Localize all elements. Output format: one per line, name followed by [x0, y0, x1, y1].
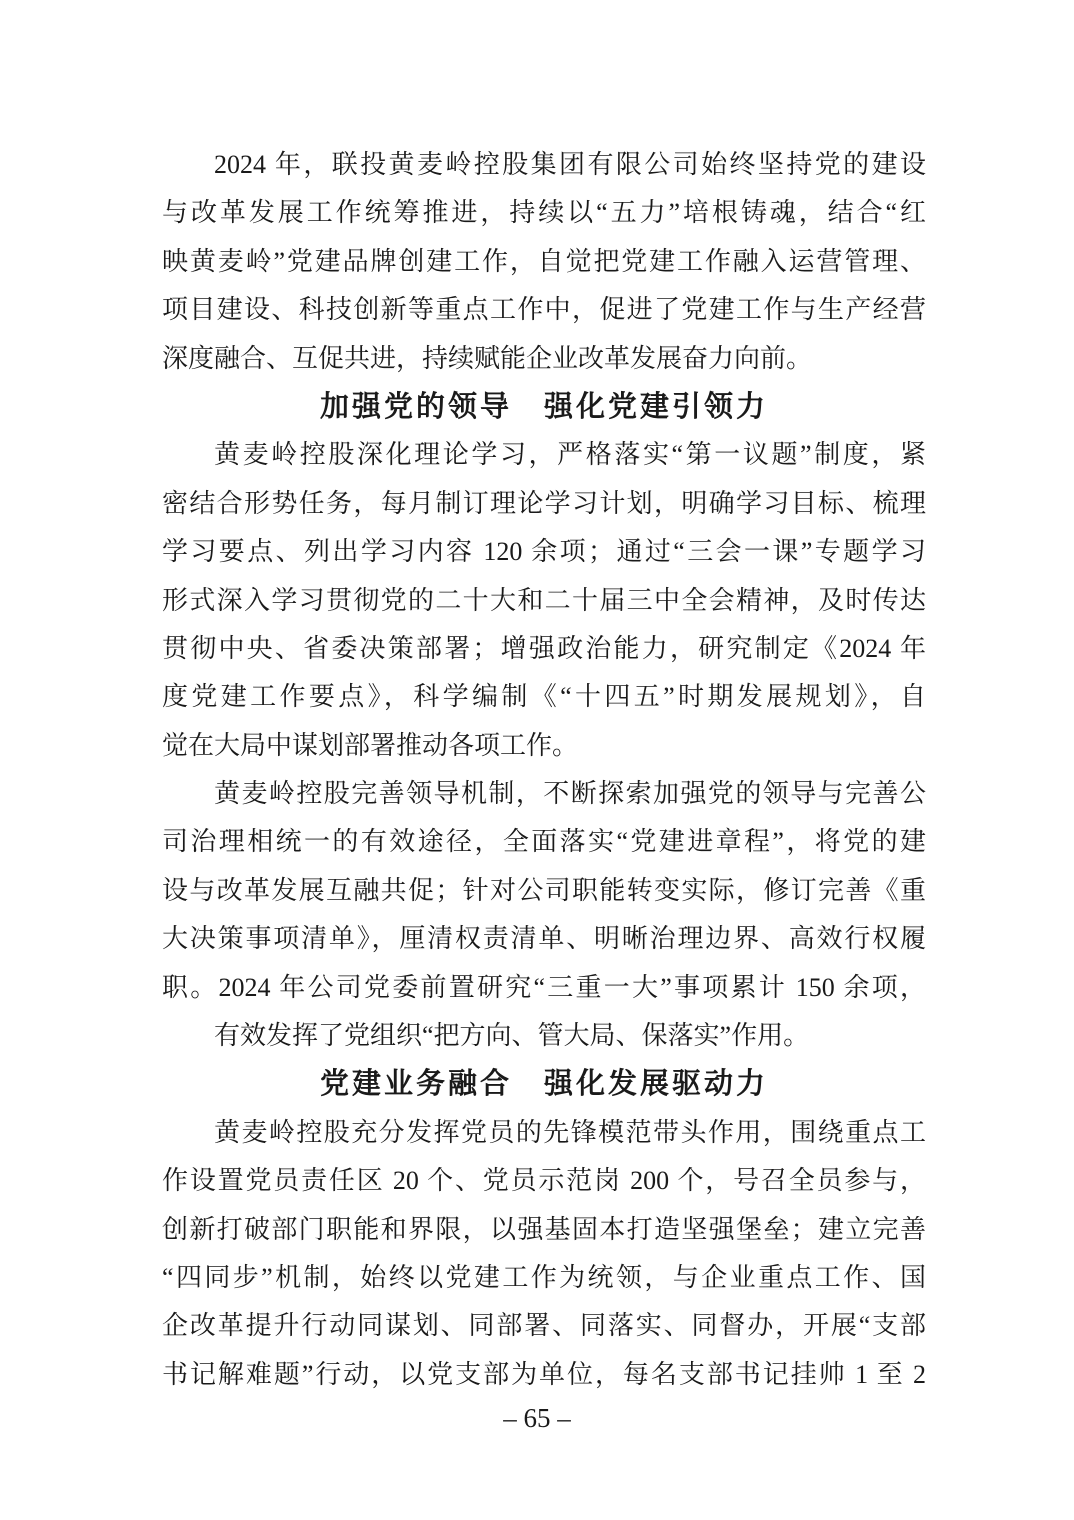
text-line: 有效发挥了党组织“把方向、管大局、保落实”作用。	[214, 1021, 810, 1051]
text-line: 企改革提升行动同谋划、同部署、同落实、同督办，开展“支部	[162, 1311, 926, 1341]
text-line: 黄麦岭控股完善领导机制，不断探索加强党的领导与完善公	[214, 779, 926, 809]
text-line: 大决策事项清单》，厘清权责清单、明晰治理边界、高效行权履	[162, 924, 926, 954]
text-line: 司治理相统一的有效途径，全面落实“党建进章程”，将党的建	[162, 827, 926, 857]
text-line: 创新打破部门职能和界限，以强基固本打造坚强堡垒；建立完善	[162, 1214, 926, 1244]
text-line: 觉在大局中谋划部署推动各项工作。	[162, 730, 579, 760]
text-line: 职。2024 年公司党委前置研究“三重一大”事项累计 150 余项，	[162, 972, 926, 1002]
text-line: 形式深入学习贯彻党的二十大和二十届三中全会精神，及时传达	[162, 585, 926, 615]
text-line: 项目建设、科技创新等重点工作中，促进了党建工作与生产经营	[162, 295, 926, 325]
text-line: 映黄麦岭”党建品牌创建工作，自觉把党建工作融入运营管理、	[162, 246, 926, 276]
document-body	[162, 141, 926, 1399]
section-heading: 加强党的领导 强化党建引领力	[319, 390, 768, 423]
text-line: 黄麦岭控股充分发挥党员的先锋模范带头作用，围绕重点工	[214, 1117, 926, 1147]
text-line: “四同步”机制，始终以党建工作为统领，与企业重点工作、国	[162, 1262, 926, 1292]
text-line: 深度融合、互促共进，持续赋能企业改革发展奋力向前。	[162, 343, 813, 373]
text-line: 与改革发展工作统筹推进，持续以“五力”培根铸魂，结合“红	[162, 198, 926, 228]
text-line: 贯彻中央、省委决策部署；增强政治能力，研究制定《2024 年	[162, 633, 926, 663]
page-number: – 65 –	[503, 1403, 571, 1433]
text-line: 设与改革发展互融共促；针对公司职能转变实际，修订完善《重	[162, 875, 926, 905]
text-line: 2024 年，联投黄麦岭控股集团有限公司始终坚持党的建设	[214, 150, 926, 179]
text-line: 书记解难题”行动，以党支部为单位，每名支部书记挂帅 1 至 2	[162, 1359, 926, 1389]
text-line: 黄麦岭控股深化理论学习，严格落实“第一议题”制度，紧	[214, 440, 926, 470]
text-line: 密结合形势任务，每月制订理论学习计划，明确学习目标、梳理	[162, 488, 926, 518]
section-heading: 党建业务融合 强化发展驱动力	[319, 1068, 768, 1101]
text-line: 度党建工作要点》，科学编制《“十四五”时期发展规划》，自	[162, 682, 926, 712]
text-line: 作设置党员责任区 20 个、党员示范岗 200 个，号召全员参与，	[162, 1166, 926, 1196]
text-line: 学习要点、列出学习内容 120 余项；通过“三会一课”专题学习	[162, 537, 926, 567]
